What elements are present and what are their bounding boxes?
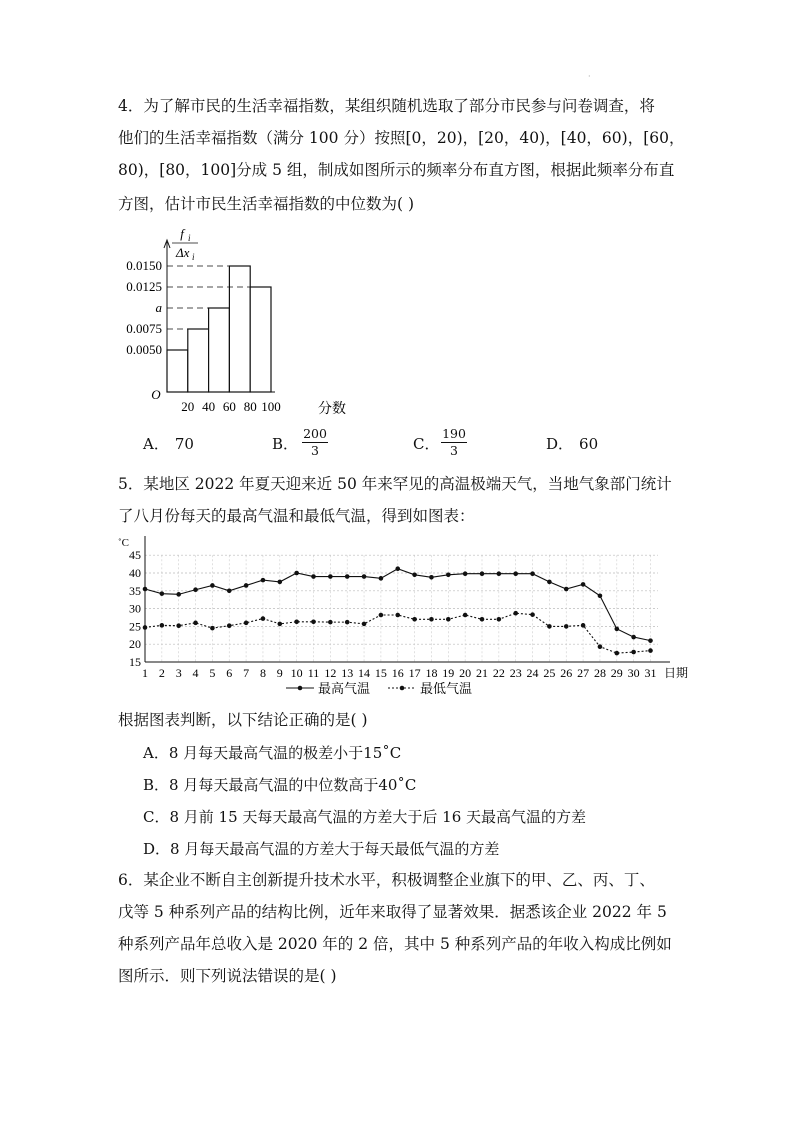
max-temp-point <box>311 574 316 579</box>
min-temp-point <box>497 617 502 622</box>
max-temp-point <box>480 571 485 576</box>
q4-option-b-fraction <box>302 427 328 458</box>
min-temp-point <box>160 623 165 628</box>
max-temp-point <box>513 571 518 576</box>
q5-option-b: B．8 月每天最高气温的中位数高于40˚C <box>143 776 417 794</box>
temp-x-tick-label: 13 <box>341 666 354 680</box>
hist-origin-label: O <box>151 387 161 402</box>
min-temp-point <box>581 623 586 628</box>
min-temp-point <box>143 625 148 630</box>
max-temp-point <box>362 574 367 579</box>
q6-line-4: 图所示．则下列说法错误的是( ) <box>118 967 337 985</box>
min-temp-point <box>513 611 518 616</box>
max-temp-point <box>294 571 299 576</box>
temp-x-tick-label: 3 <box>175 666 182 680</box>
q4-option-b-numerator: 200 <box>303 426 327 441</box>
temp-x-tick-label: 28 <box>593 666 606 680</box>
max-temp-point <box>598 593 603 598</box>
q4-option-a-value: 70 <box>174 435 194 453</box>
max-temp-point <box>497 571 502 576</box>
min-temp-point <box>362 622 367 627</box>
max-temp-point <box>429 575 434 580</box>
temp-x-tick-label: 7 <box>243 666 250 680</box>
max-temp-point <box>564 587 569 592</box>
temp-x-tick-label: 8 <box>259 666 266 680</box>
q5-line-2: 了八月份每天的最高气温和最低气温，得到如图表： <box>118 507 475 525</box>
max-temp-point <box>261 578 266 583</box>
min-temp-point <box>631 650 636 655</box>
min-temp-point <box>412 617 417 622</box>
max-temp-point <box>446 572 451 577</box>
legend-label-min: 最低气温 <box>420 681 473 696</box>
hist-ylabel-num-sub: i <box>188 233 191 243</box>
hist-y-tick-label: 0.0075 <box>126 321 162 336</box>
q4-option-b-label: B． <box>272 435 299 453</box>
hist-y-tick-label: a <box>155 300 162 315</box>
temp-y-tick-label: 15 <box>129 655 141 669</box>
q4-option-c-fraction <box>441 427 467 458</box>
max-temp-point <box>463 571 468 576</box>
q4-option-c-denominator: 3 <box>450 443 458 458</box>
max-temp-point <box>210 583 215 588</box>
temp-x-tick-label: 9 <box>276 666 283 680</box>
q4-option-d-label: D． <box>546 435 574 453</box>
min-temp-point <box>446 617 451 622</box>
histogram-bar <box>229 266 250 392</box>
temp-y-tick-label: 30 <box>129 601 141 616</box>
min-temp-point <box>598 644 603 649</box>
legend-label-max: 最高气温 <box>318 681 371 696</box>
min-temp-point <box>429 617 434 622</box>
temp-x-tick-label: 27 <box>577 666 590 680</box>
hist-ylabel-num: f <box>180 226 184 241</box>
max-temp-point <box>193 587 198 592</box>
min-temp-point <box>379 613 384 618</box>
temp-y-tick-label: 20 <box>129 637 141 652</box>
q4-option-c-label: C． <box>413 435 440 453</box>
max-temp-point <box>530 571 535 576</box>
max-temp-point <box>227 589 232 594</box>
temp-x-tick-label: 15 <box>374 666 387 680</box>
temp-x-tick-label: 21 <box>476 666 488 680</box>
min-temp-point <box>311 619 316 624</box>
temp-x-tick-label: 5 <box>209 666 216 680</box>
max-temp-point <box>244 583 249 588</box>
histogram-chart <box>110 222 350 422</box>
max-temp-point <box>379 576 384 581</box>
min-temp-point <box>564 624 569 629</box>
hist-x-tick-label: 80 <box>243 399 257 414</box>
min-temp-point <box>648 648 653 653</box>
q4-option-b-denominator: 3 <box>311 443 319 458</box>
temp-x-tick-label: 17 <box>408 666 421 680</box>
hist-y-tick-label: 0.0125 <box>126 279 162 294</box>
temp-ylabel: ˚C <box>118 537 129 549</box>
q4-line-1: 4．为了解市民的生活幸福指数，某组织随机选取了部分市民参与问卷调查，将 <box>118 97 655 115</box>
temp-x-tick-label: 23 <box>509 666 522 680</box>
hist-y-tick-label: 0.0050 <box>126 342 162 357</box>
temp-x-tick-label: 26 <box>560 666 573 680</box>
max-temp-point <box>648 638 653 643</box>
min-temp-point <box>345 620 350 625</box>
temp-x-tick-label: 6 <box>226 666 233 680</box>
min-temp-point <box>176 623 181 628</box>
max-temp-point <box>581 582 586 587</box>
legend-marker-min <box>400 686 405 691</box>
max-temp-point <box>395 566 400 571</box>
hist-y-tick-label: 0.0150 <box>126 258 162 273</box>
temp-x-tick-label: 20 <box>459 666 472 680</box>
min-temp-point <box>193 621 198 626</box>
temp-x-tick-label: 18 <box>425 666 438 680</box>
temp-x-tick-label: 24 <box>526 666 539 680</box>
temp-x-tick-label: 12 <box>324 666 337 680</box>
legend-marker-max <box>298 686 303 691</box>
min-temp-point <box>547 624 552 629</box>
max-temp-point <box>412 572 417 577</box>
max-temp-point <box>547 580 552 585</box>
q4-line-2: 他们的生活幸福指数（满分 100 分）按照[0，20)，[20，40)，[40，60)，[60， <box>118 129 685 147</box>
q6-line-2: 戊等 5 种系列产品的结构比例，近年来取得了显著效果．据悉该企业 2022 年 5 <box>118 903 667 921</box>
max-temp-point <box>345 574 350 579</box>
q4-line-4: 方图，估计市民生活幸福指数的中位数为( ) <box>118 195 415 213</box>
min-temp-point <box>210 626 215 631</box>
q6-line-1: 6．某企业不断自主创新提升技术水平，积极调整企业旗下的甲、乙、丙、丁、 <box>118 871 655 889</box>
min-temp-point <box>261 616 266 621</box>
q5-option-a: A．8 月每天最高气温的极差小于15˚C <box>143 744 402 762</box>
min-temp-point <box>615 651 620 656</box>
page-mark: · <box>588 72 591 81</box>
q4-option-c-numerator: 190 <box>442 426 466 441</box>
min-temp-point <box>480 617 485 622</box>
hist-x-tick-label: 100 <box>261 399 281 414</box>
temp-x-tick-label: 1 <box>142 666 148 680</box>
hist-x-tick-label: 20 <box>181 399 195 414</box>
min-temp-point <box>278 622 283 627</box>
temp-x-tick-label: 14 <box>358 666 371 680</box>
temp-y-tick-label: 45 <box>129 548 141 563</box>
max-temp-point <box>143 587 148 592</box>
temp-y-tick-label: 35 <box>129 583 141 598</box>
temp-x-tick-label: 22 <box>492 666 505 680</box>
temp-x-tick-label: 19 <box>442 666 455 680</box>
temp-x-tick-label: 10 <box>290 666 303 680</box>
temp-x-tick-label: 11 <box>307 666 320 680</box>
max-temp-point <box>631 635 636 640</box>
q5-question: 根据图表判断，以下结论正确的是( ) <box>118 711 368 729</box>
hist-xlabel: 分数 <box>318 402 346 417</box>
hist-ylabel-den: Δx <box>176 245 190 260</box>
min-temp-point <box>227 623 232 628</box>
q4-option-a-label: A． <box>143 435 169 453</box>
temp-x-tick-label: 25 <box>543 666 556 680</box>
histogram-bar <box>250 287 271 392</box>
temp-x-tick-label: 30 <box>627 666 640 680</box>
q5-option-c: C．8 月前 15 天每天最高气温的方差大于后 16 天最高气温的方差 <box>143 808 587 826</box>
q6-line-3: 种系列产品年总收入是 2020 年的 2 倍，其中 5 种系列产品的年收入构成比例如 <box>118 935 672 953</box>
min-temp-point <box>244 621 249 626</box>
temp-x-tick-label: 16 <box>391 666 404 680</box>
histogram-bar <box>167 350 188 392</box>
min-temp-point <box>328 620 333 625</box>
temp-x-tick-label: 31 <box>644 666 657 680</box>
max-temp-point <box>328 574 333 579</box>
temp-x-tick-label: 2 <box>158 666 165 680</box>
q4-line-3: 80)，[80，100]分成 5 组，制成如图所示的频率分布直方图，根据此频率分布直 <box>118 161 675 179</box>
histogram-bar <box>209 308 230 392</box>
max-temp-point <box>160 591 165 596</box>
q5-line-1: 5．某地区 2022 年夏天迎来近 50 年来罕见的高温极端天气，当地气象部门统计 <box>118 475 672 493</box>
temp-x-tick-label: 29 <box>610 666 623 680</box>
max-temp-point <box>176 592 181 597</box>
q4-option-d-value: 60 <box>579 435 599 453</box>
max-temp-point <box>278 580 283 585</box>
temp-x-tick-label: 4 <box>192 666 199 680</box>
histogram-bar <box>188 329 209 392</box>
min-temp-point <box>294 619 299 624</box>
min-temp-point <box>463 613 468 618</box>
temp-y-tick-label: 40 <box>129 566 141 580</box>
max-temp-point <box>615 627 620 632</box>
hist-ylabel-den-sub: i <box>192 252 195 262</box>
min-temp-point <box>530 612 535 617</box>
temp-y-tick-label: 25 <box>129 619 141 634</box>
min-temp-point <box>395 613 400 618</box>
temp-xlabel: 日期 <box>664 666 689 680</box>
hist-x-tick-label: 60 <box>222 399 236 414</box>
q5-option-d: D．8 月每天最高气温的方差大于每天最低气温的方差 <box>143 840 500 858</box>
hist-x-tick-label: 40 <box>202 399 216 414</box>
temperature-chart <box>118 532 698 702</box>
